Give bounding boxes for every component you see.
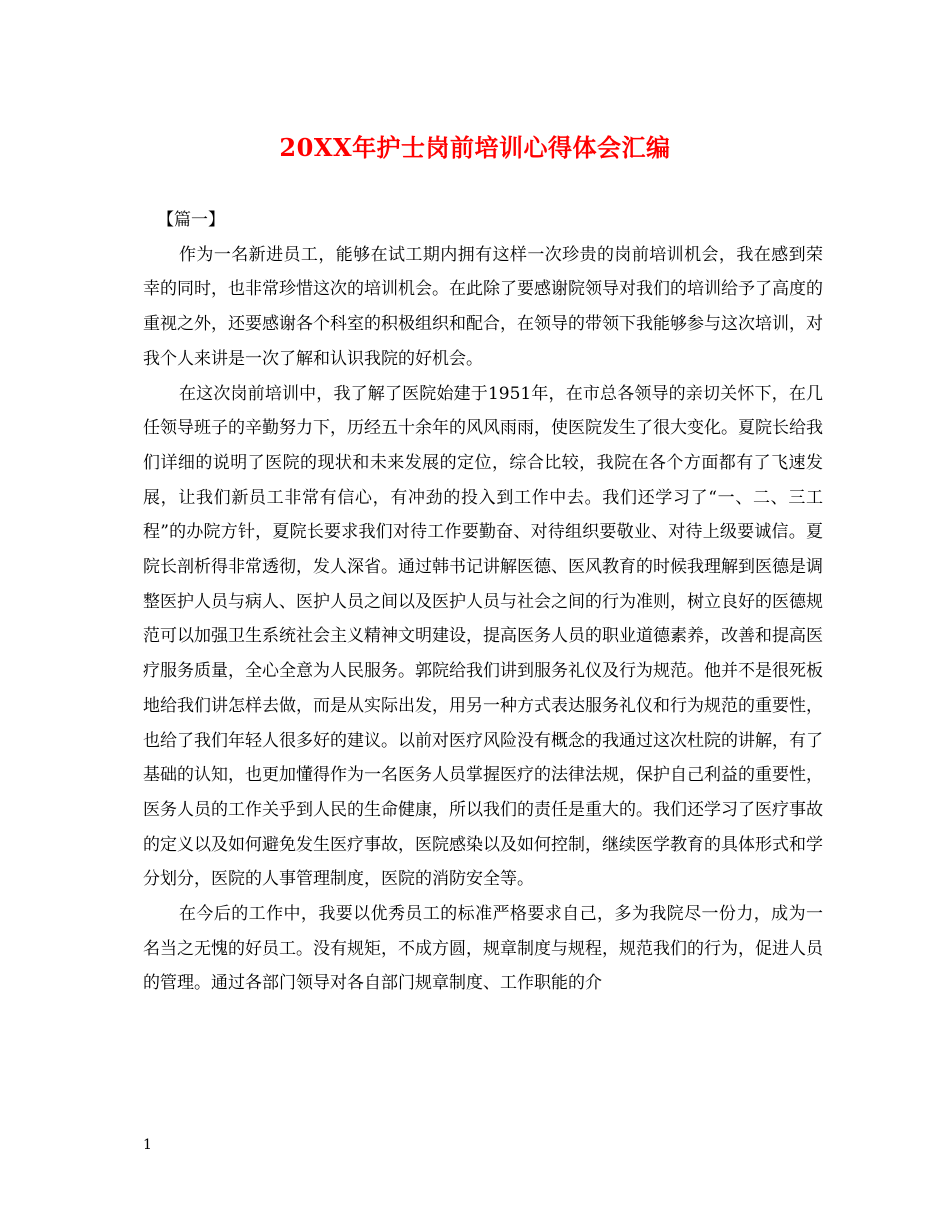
- section-label: 【篇一】: [157, 210, 225, 230]
- paragraph-1: 作为一名新进员工，能够在试工期内拥有这样一次珍贵的岗前培训机会，我在感到荣幸的同时，也非常珍惜这次的培训机会。在此除了要感谢院领导对我们的培训给予了高度的重视之外，还要感谢各个科室的积极组织和配合，在领导的带领下我能够参与这次培训，对我个人来讲是一次了解和认识我院的好机会。: [143, 244, 823, 369]
- document-body: [143, 203, 823, 1001]
- document-title: 20XX年护士岗前培训心得体会汇编: [279, 133, 671, 162]
- page-number: 1: [143, 1137, 152, 1153]
- paragraph-2: 在这次岗前培训中，我了解了医院始建于1951年，在市总各领导的亲切关怀下，在几任领导班子的辛勤努力下，历经五十余年的风风雨雨，使医院发生了很大变化。夏院长给我们详细的说明了医院的现状和未来发展的定位，综合比较，我院在各个方面都有了飞速发展，让我们新员工非常有信心，有冲劲的投入到工作中去。我们还学习了“一、二、三工程”的办院方针，夏院长要求我们对待工作要勤奋、对待组织要敬业、对待上级要诚信。夏院长剖析得非常透彻，发人深省。通过韩书记讲解医德、医风教育的时候我理解到医德是调整医护人员与病人、医护人员之间以及医护人员与社会之间的行为准则，树立良好的医德规范可以加强卫生系统社会主义精神文明建设，提高医务人员的职业道德素养，改善和提高医疗服务质量，全心全意为人民服务。郭院给我们讲到服务礼仪及行为规范。他并不是很死板地给我们讲怎样去做，而是从实际出发，用另一种方式表达服务礼仪和行为规范的重要性，也给了我们年轻人很多好的建议。以前对医疗风险没有概念的我通过这次杜院的讲解，有了基础的认知，也更加懂得作为一名医务人员掌握医疗的法律法规，保护自己利益的重要性，医务人员的工作关乎到人民的生命健康，所以我们的责任是重大的。我们还学习了医疗事故的定义以及如何避免发生医疗事故，医院感染以及如何控制，继续医学教育的具体形式和学分划分，医院的人事管理制度，医院的消防安全等。: [143, 383, 823, 890]
- paragraph-3: 在今后的工作中，我要以优秀员工的标准严格要求自己，多为我院尽一份力，成为一名当之无愧的好员工。没有规矩，不成方圆，规章制度与规程，规范我们的行为，促进人员的管理。通过各部门领导对各自部门规章制度、工作职能的介: [143, 904, 823, 994]
